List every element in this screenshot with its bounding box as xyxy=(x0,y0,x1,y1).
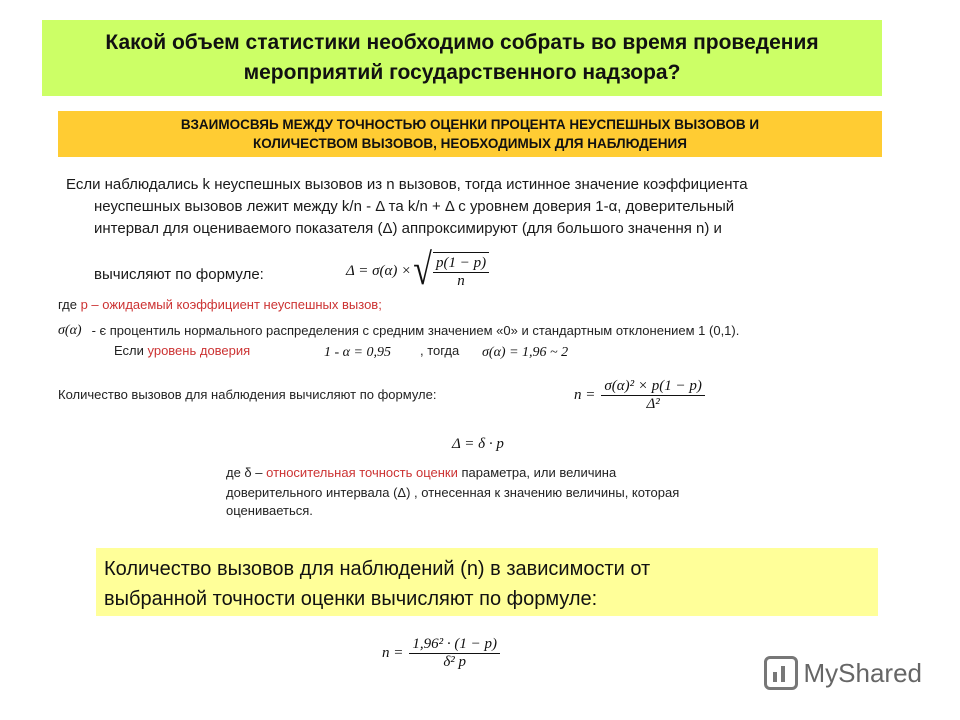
formula-n-final-numerator: 1,96² · (1 − p) xyxy=(409,636,500,654)
where-p-definition: p – ожидаемый коэффициент неуспешных вызов; xyxy=(80,297,382,312)
sigma-text: - є процентиль нормального распределения с средним значением «0» и стандартным отклонением 1 (0,1). xyxy=(91,323,740,338)
confidence-formula-b: σ(α) = 1,96 ~ 2 xyxy=(482,345,569,360)
delta-def-line3: оцениваеться. xyxy=(226,503,313,518)
watermark xyxy=(764,656,923,690)
sigma-symbol: σ(α) xyxy=(58,323,82,338)
confidence-level-label: уровень доверия xyxy=(147,343,251,358)
section-heading-line1: ВЗАИМОСВЯЬ МЕЖДУ ТОЧНОСТЬЮ ОЦЕНКИ ПРОЦЕНТА НЕУСПЕШНЫХ ВЫЗОВОВ И xyxy=(180,117,760,132)
intro-line4: вычисляют по формуле: xyxy=(94,266,264,283)
where-p-line xyxy=(58,296,382,314)
formula-n-sigma-lhs: n = xyxy=(574,387,596,403)
confidence-prefix: Если xyxy=(114,343,148,358)
formula-n-final-fraction xyxy=(409,636,500,671)
slide-title-line2: мероприятий государственного надзора? xyxy=(243,61,681,84)
section-heading-line2: КОЛИЧЕСТВОМ ВЫЗОВОВ, НЕОБХОДИМЫХ ДЛЯ НАБЛЮДЕНИЯ xyxy=(253,136,687,151)
sigma-definition xyxy=(58,322,739,340)
intro-line1: Если наблюдались k неуспешных вызовов из n вызовов, тогда истинное значение коэффициента xyxy=(66,176,748,193)
intro-line2: неуспешных вызовов лежит между k/n - Δ та k/n + Δ с уровнем доверия 1-α, доверительный xyxy=(94,198,735,215)
delta-def-rest: параметра, или величина xyxy=(457,465,617,480)
summary-line2: выбранной точности оценки вычисляют по формуле: xyxy=(104,588,598,610)
confidence-prefix-line xyxy=(114,342,250,360)
section-heading xyxy=(58,111,882,157)
delta-def-term: относительная точность оценки xyxy=(266,465,458,480)
formula-delta xyxy=(346,246,489,295)
intro-line3: интервал для оцениваемого показателя (Δ) аппроксимируют (для большого значення n) и xyxy=(94,220,722,237)
watermark-text: MyShared xyxy=(803,657,922,688)
delta-def-line1 xyxy=(226,464,616,482)
formula-n-sigma-denominator: Δ² xyxy=(646,396,660,412)
slide-title-line1: Какой объем статистики необходимо собрать во время проведения xyxy=(105,31,819,54)
formula-n-final-lhs: n = xyxy=(382,645,404,661)
formula-delta-relative: Δ = δ · p xyxy=(452,436,504,452)
delta-def-line2: доверительного интервала (Δ) , отнесенная к значению величины, которая xyxy=(226,485,680,500)
formula-n-final-denominator: δ² p xyxy=(443,654,467,670)
confidence-then: , тогда xyxy=(420,343,460,358)
summary-line1: Количество вызовов для наблюдений (n) в зависимости от xyxy=(104,558,651,580)
slide-title xyxy=(42,20,882,96)
sqrt-icon: √ xyxy=(413,246,432,295)
formula-delta-lhs: Δ = σ(α) × xyxy=(346,262,412,279)
formula-n-sigma xyxy=(574,378,705,413)
confidence-formula-a: 1 - α = 0,95 xyxy=(324,345,391,360)
formula-delta-denominator: n xyxy=(457,273,465,289)
delta-def-prefix: де δ – xyxy=(226,465,267,480)
summary-box xyxy=(96,548,878,616)
where-p-prefix: где xyxy=(58,297,81,312)
formula-n-final xyxy=(382,636,500,671)
formula-delta-fraction xyxy=(433,252,489,290)
formula-n-sigma-fraction xyxy=(601,378,705,413)
count-label: Количество вызовов для наблюдения вычисляют по формуле: xyxy=(58,387,437,402)
formula-delta-numerator: p(1 − p) xyxy=(433,255,489,273)
formula-n-sigma-numerator: σ(α)² × p(1 − p) xyxy=(601,378,705,396)
chart-logo-icon xyxy=(764,656,798,690)
